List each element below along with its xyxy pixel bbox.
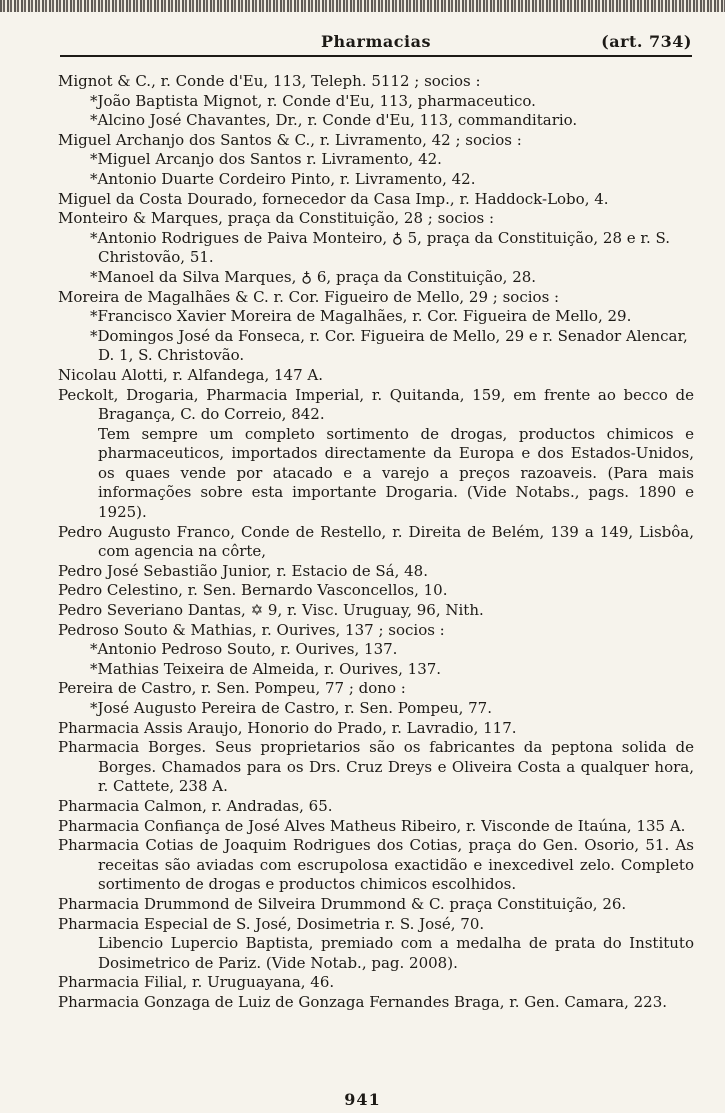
partner-entry: *Alcino José Chavantes, Dr., r. Conde d'Eu, 113, commanditario. (90, 111, 578, 130)
directory-entry: Pharmacia Especial de S. José, Dosimetria r. S. José, 70. (58, 914, 485, 933)
directory-entry: Pharmacia Cotias de Joaquim Rodrigues dos Cotias, praça do Gen. Osorio, 51. As receitas são aviadas com escrupolosa exactidão e inexcedivel zelo. Completo sortimento de drogas e productos chimicos escolhidos. (58, 836, 694, 894)
directory-entry: Pharmacia Drummond de Silveira Drummond & C. praça Constituição, 26. (58, 894, 627, 913)
partner-entry: *Miguel Arcanjo dos Santos r. Livramento, 42. (90, 150, 442, 169)
partner-entry: *José Augusto Pereira de Castro, r. Sen. Pompeu, 77. (90, 699, 492, 717)
directory-entry: Miguel Archanjo dos Santos & C., r. Livramento, 42 ; socios : (58, 130, 522, 149)
directory-entry: Monteiro & Marques, praça da Constituição, 28 ; socios : (58, 209, 495, 228)
partner-entry: *Antonio Duarte Cordeiro Pinto, r. Livramento, 42. (90, 169, 476, 188)
directory-entry: Pedro Celestino, r. Sen. Bernardo Vasconcellos, 10. (58, 581, 448, 600)
partner-entry: *Manoel da Silva Marques, ♁ 6, praça da Constituição, 28. (90, 267, 537, 286)
directory-entry: Pedro José Sebastião Junior, r. Estacio de Sá, 48. (58, 561, 428, 580)
header-rule (60, 55, 692, 57)
directory-entry: Pharmacia Confiança de José Alves Matheus Ribeiro, r. Visconde de Itaúna, 135 A. (58, 816, 686, 835)
article-number: (art. 734) (601, 32, 692, 51)
directory-entry: Pedroso Souto & Mathias, r. Ourives, 137 ; socios : (58, 620, 445, 639)
entry-list (58, 72, 694, 1013)
directory-entry: Moreira de Magalhães & C. r. Cor. Figueiro de Mello, 29 ; socios : (58, 287, 560, 306)
partner-entry: *Domingos José da Fonseca, r. Cor. Figueira de Mello, 29 e r. Senador Alencar, D. 1, S. Christovão. (90, 326, 688, 365)
directory-entry: Pereira de Castro, r. Sen. Pompeu, 77 ; dono : (58, 679, 406, 698)
directory-entry: Pedro Augusto Franco, Conde de Restello, r. Direita de Belém, 139 a 149, Lisbôa, com agencia na côrte, (58, 522, 694, 561)
directory-entry: Pharmacia Filial, r. Uruguayana, 46. (58, 973, 335, 992)
entry-description: Libencio Lupercio Baptista, premiado com a medalha de prata do Instituto Dosimetrico de Pariz. (Vide Notab., pag. 2008). (98, 934, 694, 972)
directory-entry: Miguel da Costa Dourado, fornecedor da Casa Imp., r. Haddock-Lobo, 4. (58, 189, 609, 208)
partner-entry: *Francisco Xavier Moreira de Magalhães, r. Cor. Figueira de Mello, 29. (90, 307, 632, 326)
entry-description: Tem sempre um completo sortimento de drogas, productos chimicos e pharmaceuticos, importados directamente da Europa e dos Estados-Unidos, os quaes vende por atacado e a varejo a preços razoaveis. (Para mais informações sobre esta importante Drogaria. (Vide Notabs., pags. 1890 e 1925). (98, 424, 694, 522)
partner-entry: *João Baptista Mignot, r. Conde d'Eu, 113, pharmaceutico. (90, 91, 536, 110)
directory-entry: Pharmacia Gonzaga de Luiz de Gonzaga Fernandes Braga, r. Gen. Camara, 223. (58, 992, 668, 1011)
partner-entry: *Antonio Rodrigues de Paiva Monteiro, ♁ 5, praça da Constituição, 28 e r. S. Christovão, 51. (90, 228, 670, 267)
directory-entry: Pharmacia Borges. Seus proprietarios são os fabricantes da peptona solida de Borges. Chamados para os Drs. Cruz Dreys e Oliveira Costa a qualquer hora, r. Cattete, 238 A. (58, 738, 694, 796)
directory-entry: Peckolt, Drogaria, Pharmacia Imperial, r. Quitanda, 159, em frente ao becco de Bragança, C. do Correio, 842. (58, 385, 694, 424)
page-number: 941 (344, 1090, 381, 1109)
partner-entry: *Mathias Teixeira de Almeida, r. Ourives, 137. (90, 659, 442, 678)
page-header (60, 32, 692, 56)
scan-edge (0, 0, 725, 12)
directory-entry: Pharmacia Calmon, r. Andradas, 65. (58, 796, 333, 815)
directory-entry: Pedro Severiano Dantas, ✡ 9, r. Visc. Uruguay, 96, Nith. (58, 601, 484, 620)
directory-entry: Nicolau Alotti, r. Alfandega, 147 A. (58, 365, 323, 384)
directory-entry: Pharmacia Assis Araujo, Honorio do Prado, r. Lavradio, 117. (58, 718, 517, 737)
section-title: Pharmacias (321, 32, 431, 51)
directory-entry: Mignot & C., r. Conde d'Eu, 113, Teleph. 5112 ; socios : (58, 72, 481, 90)
partner-entry: *Antonio Pedroso Souto, r. Ourives, 137. (90, 640, 398, 659)
